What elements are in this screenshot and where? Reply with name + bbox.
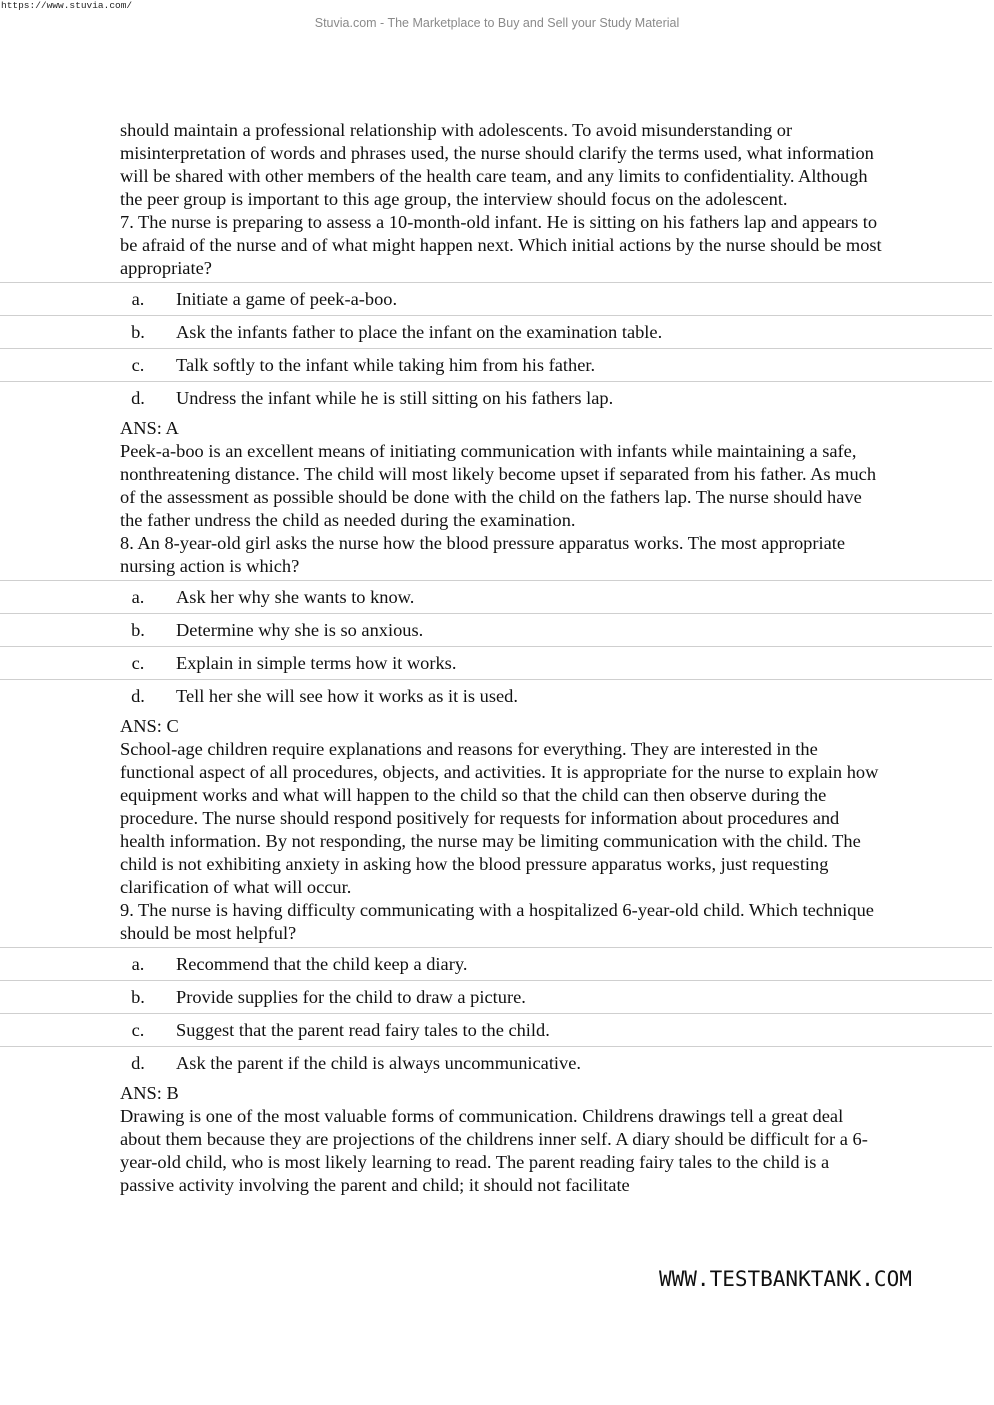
footer-watermark: WWW.TESTBANKTANK.COM — [659, 1267, 912, 1291]
option-list — [120, 580, 992, 712]
page-header: Stuvia.com - The Marketplace to Buy and Sell your Study Material — [314, 16, 680, 30]
option-row — [0, 282, 992, 315]
option-text: Determine why she is so anxious. — [176, 620, 424, 640]
option-text: Ask the infants father to place the infant on the examination table. — [176, 322, 663, 342]
option-text: Explain in simple terms how it works. — [176, 653, 457, 673]
option-list — [120, 282, 992, 414]
option-letter: d. — [131, 388, 145, 408]
option-text: Ask the parent if the child is always uncommunicative. — [176, 1053, 581, 1073]
option-row — [0, 1013, 992, 1046]
option-row — [0, 613, 992, 646]
rationale-paragraph: Drawing is one of the most valuable forms of communication. Childrens drawings tell a great deal about them because they are projections of the childrens inner self. A diary should be difficult for a 6-year-old child, who is most likely learning to read. The parent reading fairy tales to the child is a passive activity involving the parent and child; it should not facilitate — [120, 1106, 868, 1195]
option-letter: a. — [131, 587, 145, 607]
option-letter: d. — [131, 686, 145, 706]
option-text: Tell her she will see how it works as it is used. — [176, 686, 518, 706]
question-stem: 8. An 8-year-old girl asks the nurse how the blood pressure apparatus works. The most appropriate nursing action is which? — [120, 533, 846, 576]
option-letter: c. — [131, 355, 145, 375]
intro-paragraph: should maintain a professional relationship with adolescents. To avoid misunderstanding or misinterpretation of words and phrases used, the nurse should clarify the terms used, what information will be shared with other members of the health care team, and any limits to confidentiality. Although the peer group is important to this age group, the interview should focus on the adolescent. — [120, 120, 874, 209]
question-block — [120, 899, 992, 1197]
option-row — [0, 348, 992, 381]
option-row — [0, 947, 992, 980]
option-row — [0, 315, 992, 348]
option-text: Suggest that the parent read fairy tales to the child. — [176, 1020, 550, 1040]
question-block — [120, 532, 992, 899]
option-letter: a. — [131, 289, 145, 309]
page-url: https://www.stuvia.com/ — [1, 0, 133, 11]
question-block — [120, 211, 992, 532]
question-stem: 9. The nurse is having difficulty communicating with a hospitalized 6-year-old child. Which technique should be most helpful? — [120, 900, 874, 943]
option-text: Provide supplies for the child to draw a picture. — [176, 987, 526, 1007]
option-row — [0, 646, 992, 679]
option-text: Initiate a game of peek-a-boo. — [176, 289, 398, 309]
option-letter: b. — [131, 322, 145, 342]
option-row — [0, 1046, 992, 1079]
option-row — [0, 679, 992, 712]
option-letter: c. — [131, 653, 145, 673]
rationale-paragraph: Peek-a-boo is an excellent means of initiating communication with infants while maintaining a safe, nonthreatening distance. The child will most likely become upset if separated from his father. As much of the assessment as possible should be done with the child on the fathers lap. The nurse should have the father undress the child as needed during the examination. — [120, 441, 877, 530]
question-stem: 7. The nurse is preparing to assess a 10-month-old infant. He is sitting on his fathers lap and appears to be afraid of the nurse and of what might happen next. Which initial actions by the nurse should be most appropriate? — [120, 212, 882, 278]
option-text: Talk softly to the infant while taking him from his father. — [176, 355, 596, 375]
option-letter: b. — [131, 987, 145, 1007]
document-body — [120, 119, 992, 1197]
option-text: Ask her why she wants to know. — [176, 587, 415, 607]
option-text: Undress the infant while he is still sitting on his fathers lap. — [176, 388, 614, 408]
option-list — [120, 947, 992, 1079]
option-row — [0, 381, 992, 414]
option-row — [0, 980, 992, 1013]
answer-key: ANS: A — [120, 418, 179, 438]
option-letter: a. — [131, 954, 145, 974]
option-letter: d. — [131, 1053, 145, 1073]
option-row — [0, 580, 992, 613]
answer-key: ANS: C — [120, 716, 179, 736]
option-letter: b. — [131, 620, 145, 640]
option-text: Recommend that the child keep a diary. — [176, 954, 468, 974]
option-letter: c. — [131, 1020, 145, 1040]
answer-key: ANS: B — [120, 1083, 179, 1103]
rationale-paragraph: School-age children require explanations and reasons for everything. They are interested in the functional aspect of all procedures, objects, and activities. It is appropriate for the nurse to explain how equipment works and what will happen to the child so that the child can then observe during the procedure. The nurse should respond positively for requests for information about procedures and health information. By not responding, the nurse may be limiting communication with the child. The child is not exhibiting anxiety in asking how the blood pressure apparatus works, just requesting clarification of what will occur. — [120, 739, 879, 897]
